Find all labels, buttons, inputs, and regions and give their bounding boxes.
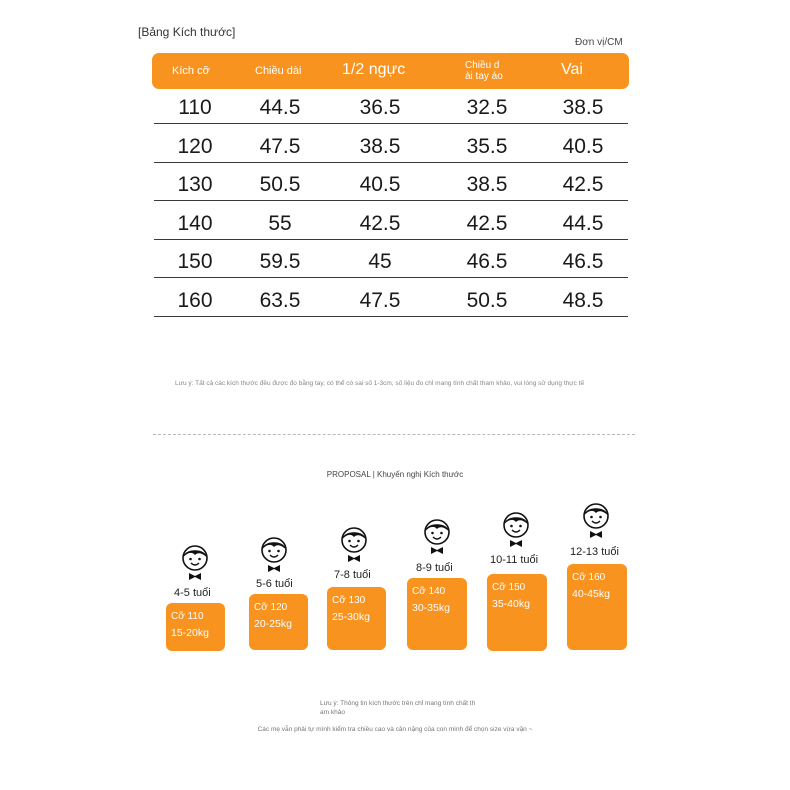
proposal-note-line1: Lưu ý: Thông tin kích thước trên chỉ mang tính chất th: [320, 700, 476, 707]
table-cell: 32.5: [466, 96, 508, 119]
table-cell: 38.5: [562, 96, 604, 119]
age-label: 5-6 tuổi: [256, 578, 293, 590]
table-cell: 140: [177, 211, 213, 235]
table-cell: 40.5: [359, 173, 401, 196]
table-header: [152, 53, 629, 89]
table-cell: 160: [177, 288, 213, 312]
boy-face-icon: [258, 535, 290, 573]
header-sleeve-line2: ài tay áo: [465, 70, 503, 82]
header-sleeve-line1: Chiều d: [465, 60, 500, 71]
proposal-note: [320, 700, 510, 718]
boy-face-icon: [338, 525, 370, 563]
table-cell: 40.5: [562, 134, 604, 158]
size-recommendation-card: [407, 578, 467, 650]
card-weight: 20-25kg: [254, 618, 292, 630]
age-label: 4-5 tuổi: [174, 587, 211, 599]
table-cell: 44.5: [259, 96, 301, 119]
table-cell: 42.5: [562, 173, 604, 196]
size-recommendation-card: [166, 603, 225, 651]
size-recommendation-card: [249, 594, 308, 650]
header-length: Chiều dài: [255, 65, 302, 77]
row-divider: [154, 123, 628, 124]
dashed-divider: [153, 434, 635, 435]
card-size: Cỡ 150: [492, 582, 526, 593]
row-divider: [154, 239, 628, 240]
header-shoulder: Vai: [561, 61, 583, 78]
table-cell: 36.5: [359, 96, 401, 119]
table-cell: 50.5: [259, 173, 301, 196]
card-weight: 35-40kg: [492, 598, 530, 610]
table-cell: 38.5: [359, 134, 401, 158]
table-cell: 45: [368, 250, 392, 273]
card-weight: 30-35kg: [412, 602, 450, 614]
header-size: Kích cỡ: [172, 65, 210, 77]
size-recommendation-card: [567, 564, 627, 650]
card-size: Cỡ 120: [254, 602, 288, 613]
age-label: 10-11 tuổi: [490, 554, 539, 566]
table-cell: 130: [177, 173, 213, 196]
table-cell: 35.5: [466, 134, 508, 158]
table-cell: 42.5: [466, 211, 508, 235]
age-label: 8-9 tuổi: [416, 562, 453, 574]
table-cell: 46.5: [562, 250, 604, 273]
card-size: Cỡ 140: [412, 586, 446, 597]
table-cell: 63.5: [259, 288, 301, 312]
card-weight: 25-30kg: [332, 611, 370, 623]
table-cell: 150: [177, 250, 213, 273]
proposal-note-detail: Các mẹ vẫn phải tự mình kiểm tra chiều cao và cân nặng của con mình để chọn size vừa vặn ~: [257, 726, 533, 733]
card-size: Cỡ 130: [332, 595, 366, 606]
proposal-title: PROPOSAL | Khuyến nghị Kích thước: [326, 470, 464, 479]
row-divider: [154, 316, 628, 317]
row-divider: [154, 162, 628, 163]
boy-face-icon: [500, 510, 532, 548]
age-label: 12-13 tuổi: [570, 546, 619, 558]
table-cell: 44.5: [562, 211, 604, 235]
table-cell: 47.5: [359, 288, 401, 312]
card-size: Cỡ 160: [572, 572, 606, 583]
card-weight: 15-20kg: [171, 627, 209, 639]
table-cell: 42.5: [359, 211, 401, 235]
card-size: Cỡ 110: [171, 611, 204, 622]
table-cell: 46.5: [466, 250, 508, 273]
header-sleeve: [465, 61, 503, 82]
card-weight: 40-45kg: [572, 588, 610, 600]
table-cell: 59.5: [259, 250, 301, 273]
measurement-note: Lưu ý: Tất cả các kích thước đều được đo bằng tay, có thể có sai số 1-3cm, số liệu đo chỉ mang tính chất tham khảo, vui lòng sử dụng thực tế: [175, 380, 585, 387]
proposal-note-line2: am khảo: [320, 708, 345, 716]
size-recommendation-card: [327, 587, 386, 650]
header-half-chest: 1/2 ngực: [342, 61, 406, 78]
size-recommendation-card: [487, 574, 547, 651]
table-cell: 120: [177, 134, 213, 158]
boy-face-icon: [179, 543, 211, 581]
table-cell: 48.5: [562, 288, 604, 312]
boy-face-icon: [421, 517, 453, 555]
table-cell: 47.5: [259, 134, 301, 158]
boy-face-icon: [580, 501, 612, 539]
row-divider: [154, 200, 628, 201]
age-label: 7-8 tuổi: [334, 569, 371, 581]
table-cell: 50.5: [466, 288, 508, 312]
table-cell: 110: [178, 96, 212, 119]
table-cell: 55: [268, 211, 292, 235]
table-cell: 38.5: [466, 173, 508, 196]
row-divider: [154, 277, 628, 278]
chart-title: [Bảng Kích thước]: [138, 25, 236, 39]
unit-label: Đơn vị/CM: [575, 37, 623, 48]
